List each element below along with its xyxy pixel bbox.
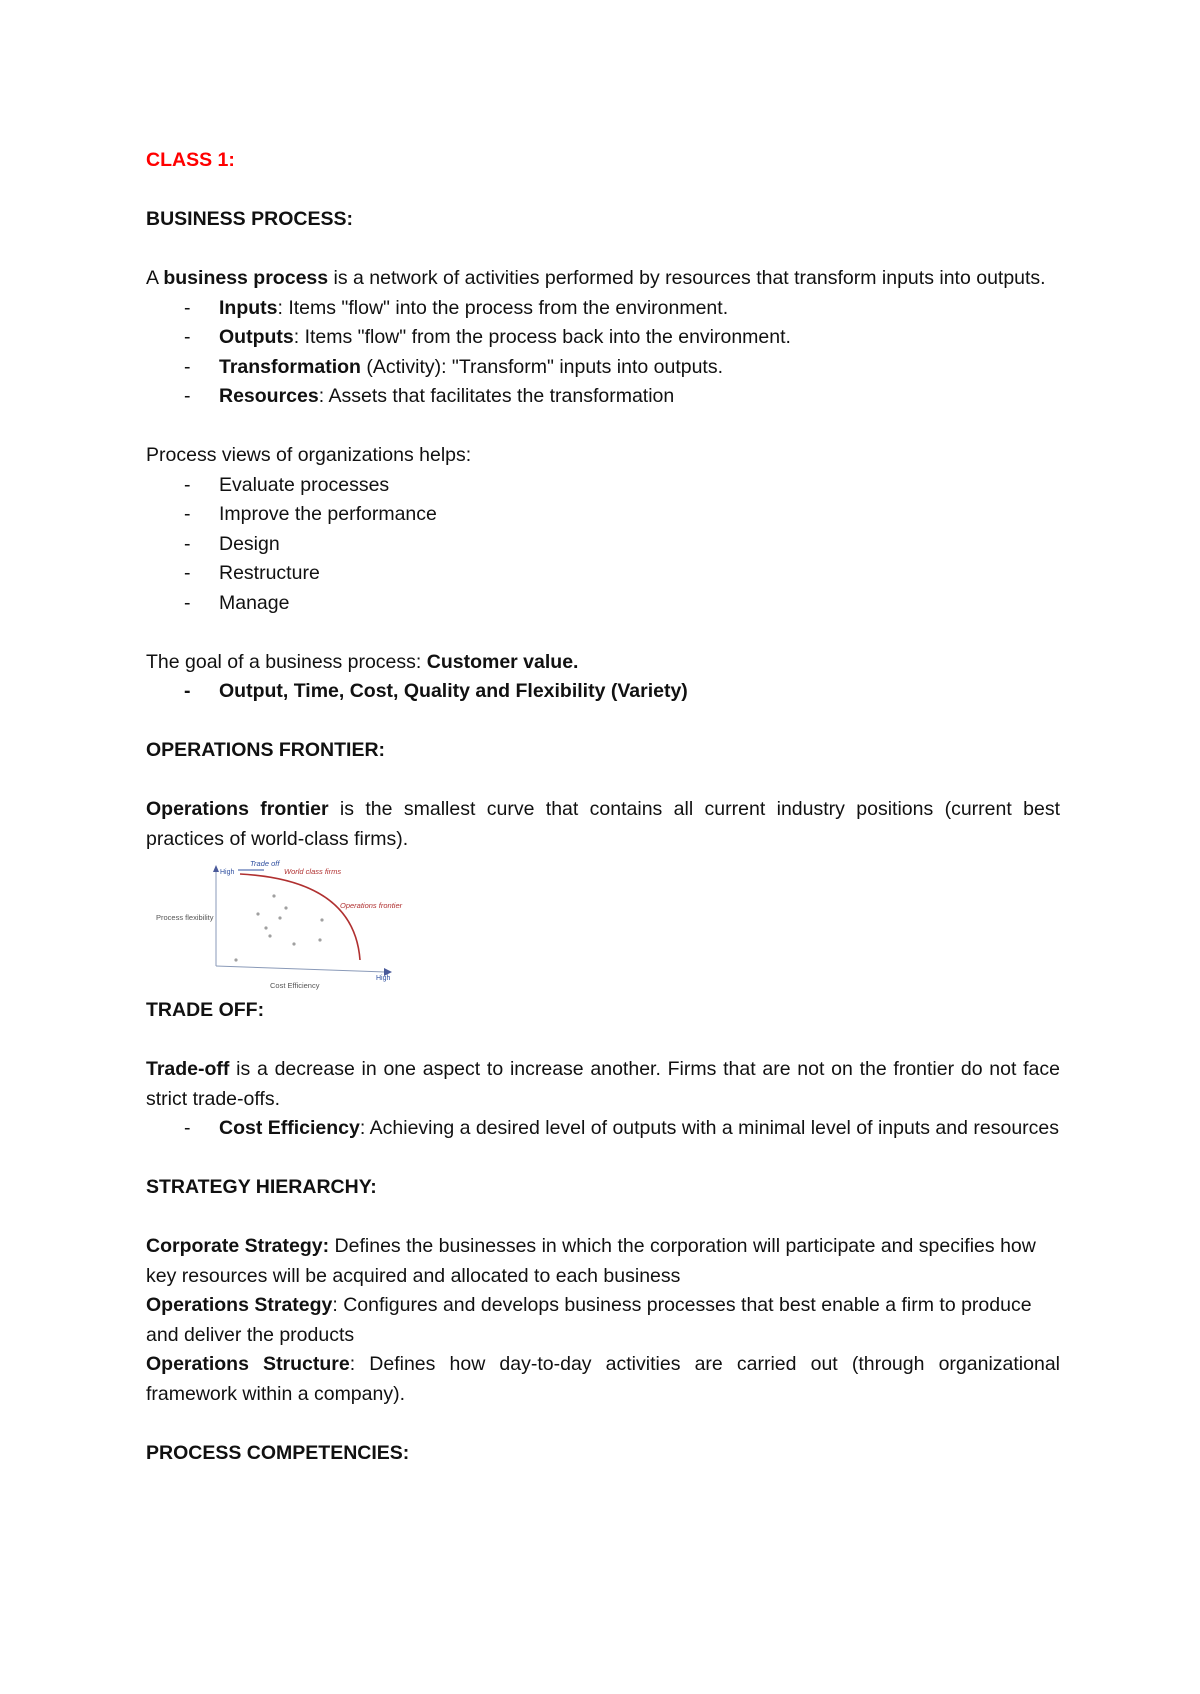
class-heading: CLASS 1: [146, 149, 235, 171]
document-content [146, 146, 1060, 1468]
list-item: - Improve the performance [184, 503, 437, 525]
corporate-strategy-definition: Corporate Strategy: Defines the businesses in which the corporation will participate and specifies how key resources will be acquired and allocated to each business [146, 1235, 1036, 1287]
position-point [320, 918, 323, 921]
frontier-curve [240, 874, 360, 960]
operations-strategy-definition: Operations Strategy: Configures and develops business processes that best enable a firm to produce and deliver the products [146, 1294, 1032, 1346]
position-point [284, 906, 287, 909]
list-item: - Evaluate processes [184, 473, 390, 496]
label-world-class: World class firms [284, 867, 342, 876]
label-frontier: Operations frontier [340, 901, 403, 910]
process-views-intro: Process views of organizations helps: [146, 444, 472, 466]
position-point [318, 938, 321, 941]
position-point [234, 958, 237, 961]
list-item: - Resources: Assets that facilitates the transformation [184, 385, 675, 407]
position-point [256, 912, 259, 915]
position-point [264, 926, 267, 929]
business-process-elements-list [146, 294, 1060, 412]
x-axis-line [216, 966, 386, 972]
label-y-axis: Process flexibility [156, 913, 214, 922]
list-item: - Design [184, 532, 280, 555]
position-point [278, 916, 281, 919]
operations-frontier-heading: OPERATIONS FRONTIER: [146, 739, 386, 761]
list-item: - Transformation (Activity): "Transform" inputs into outputs. [184, 355, 724, 378]
list-item: - Output, Time, Cost, Quality and Flexibility (Variety) [184, 680, 688, 702]
trade-off-list [146, 1114, 1060, 1144]
process-views-list [146, 471, 1060, 619]
process-competencies-heading: PROCESS COMPETENCIES: [146, 1441, 410, 1464]
list-item: - Cost Efficiency: Achieving a desired level of outputs with a minimal level of inputs and resources [184, 1117, 1059, 1139]
list-item: - Manage [184, 591, 290, 614]
position-point [292, 942, 295, 945]
label-high-y: High [220, 869, 235, 876]
goal-list [146, 677, 1060, 707]
goal-statement: The goal of a business process: Customer value. [146, 650, 579, 673]
operations-frontier-diagram [154, 856, 434, 996]
trade-off-definition: Trade-off is a decrease in one aspect to increase another. Firms that are not on the frontier do not face strict trade-offs. [146, 1058, 1060, 1110]
label-x-axis: Cost Efficiency [270, 981, 320, 990]
list-item: - Outputs: Items "flow" from the process back into the environment. [184, 326, 791, 348]
strategy-hierarchy-heading: STRATEGY HIERARCHY: [146, 1176, 377, 1198]
position-point [272, 894, 275, 897]
business-process-definition: A business process is a network of activities performed by resources that transform inputs into outputs. [146, 267, 1046, 289]
list-item: - Restructure [184, 562, 320, 584]
y-axis-arrow [213, 865, 219, 872]
position-point [268, 934, 271, 937]
business-process-heading: BUSINESS PROCESS: [146, 208, 353, 230]
label-tradeoff: Trade off [250, 859, 280, 868]
list-item: - Inputs: Items "flow" into the process from the environment. [184, 296, 729, 319]
operations-frontier-figure [146, 856, 1060, 996]
industry-positions [234, 894, 323, 961]
trade-off-heading: TRADE OFF: [146, 999, 265, 1021]
operations-structure-definition: Operations Structure: Defines how day-to-day activities are carried out (through organizational framework within a company). [146, 1353, 1060, 1405]
operations-frontier-definition: Operations frontier is the smallest curve that contains all current industry positions (current best practices of world-class firms). [146, 798, 1060, 850]
label-high-x: High [376, 975, 391, 982]
